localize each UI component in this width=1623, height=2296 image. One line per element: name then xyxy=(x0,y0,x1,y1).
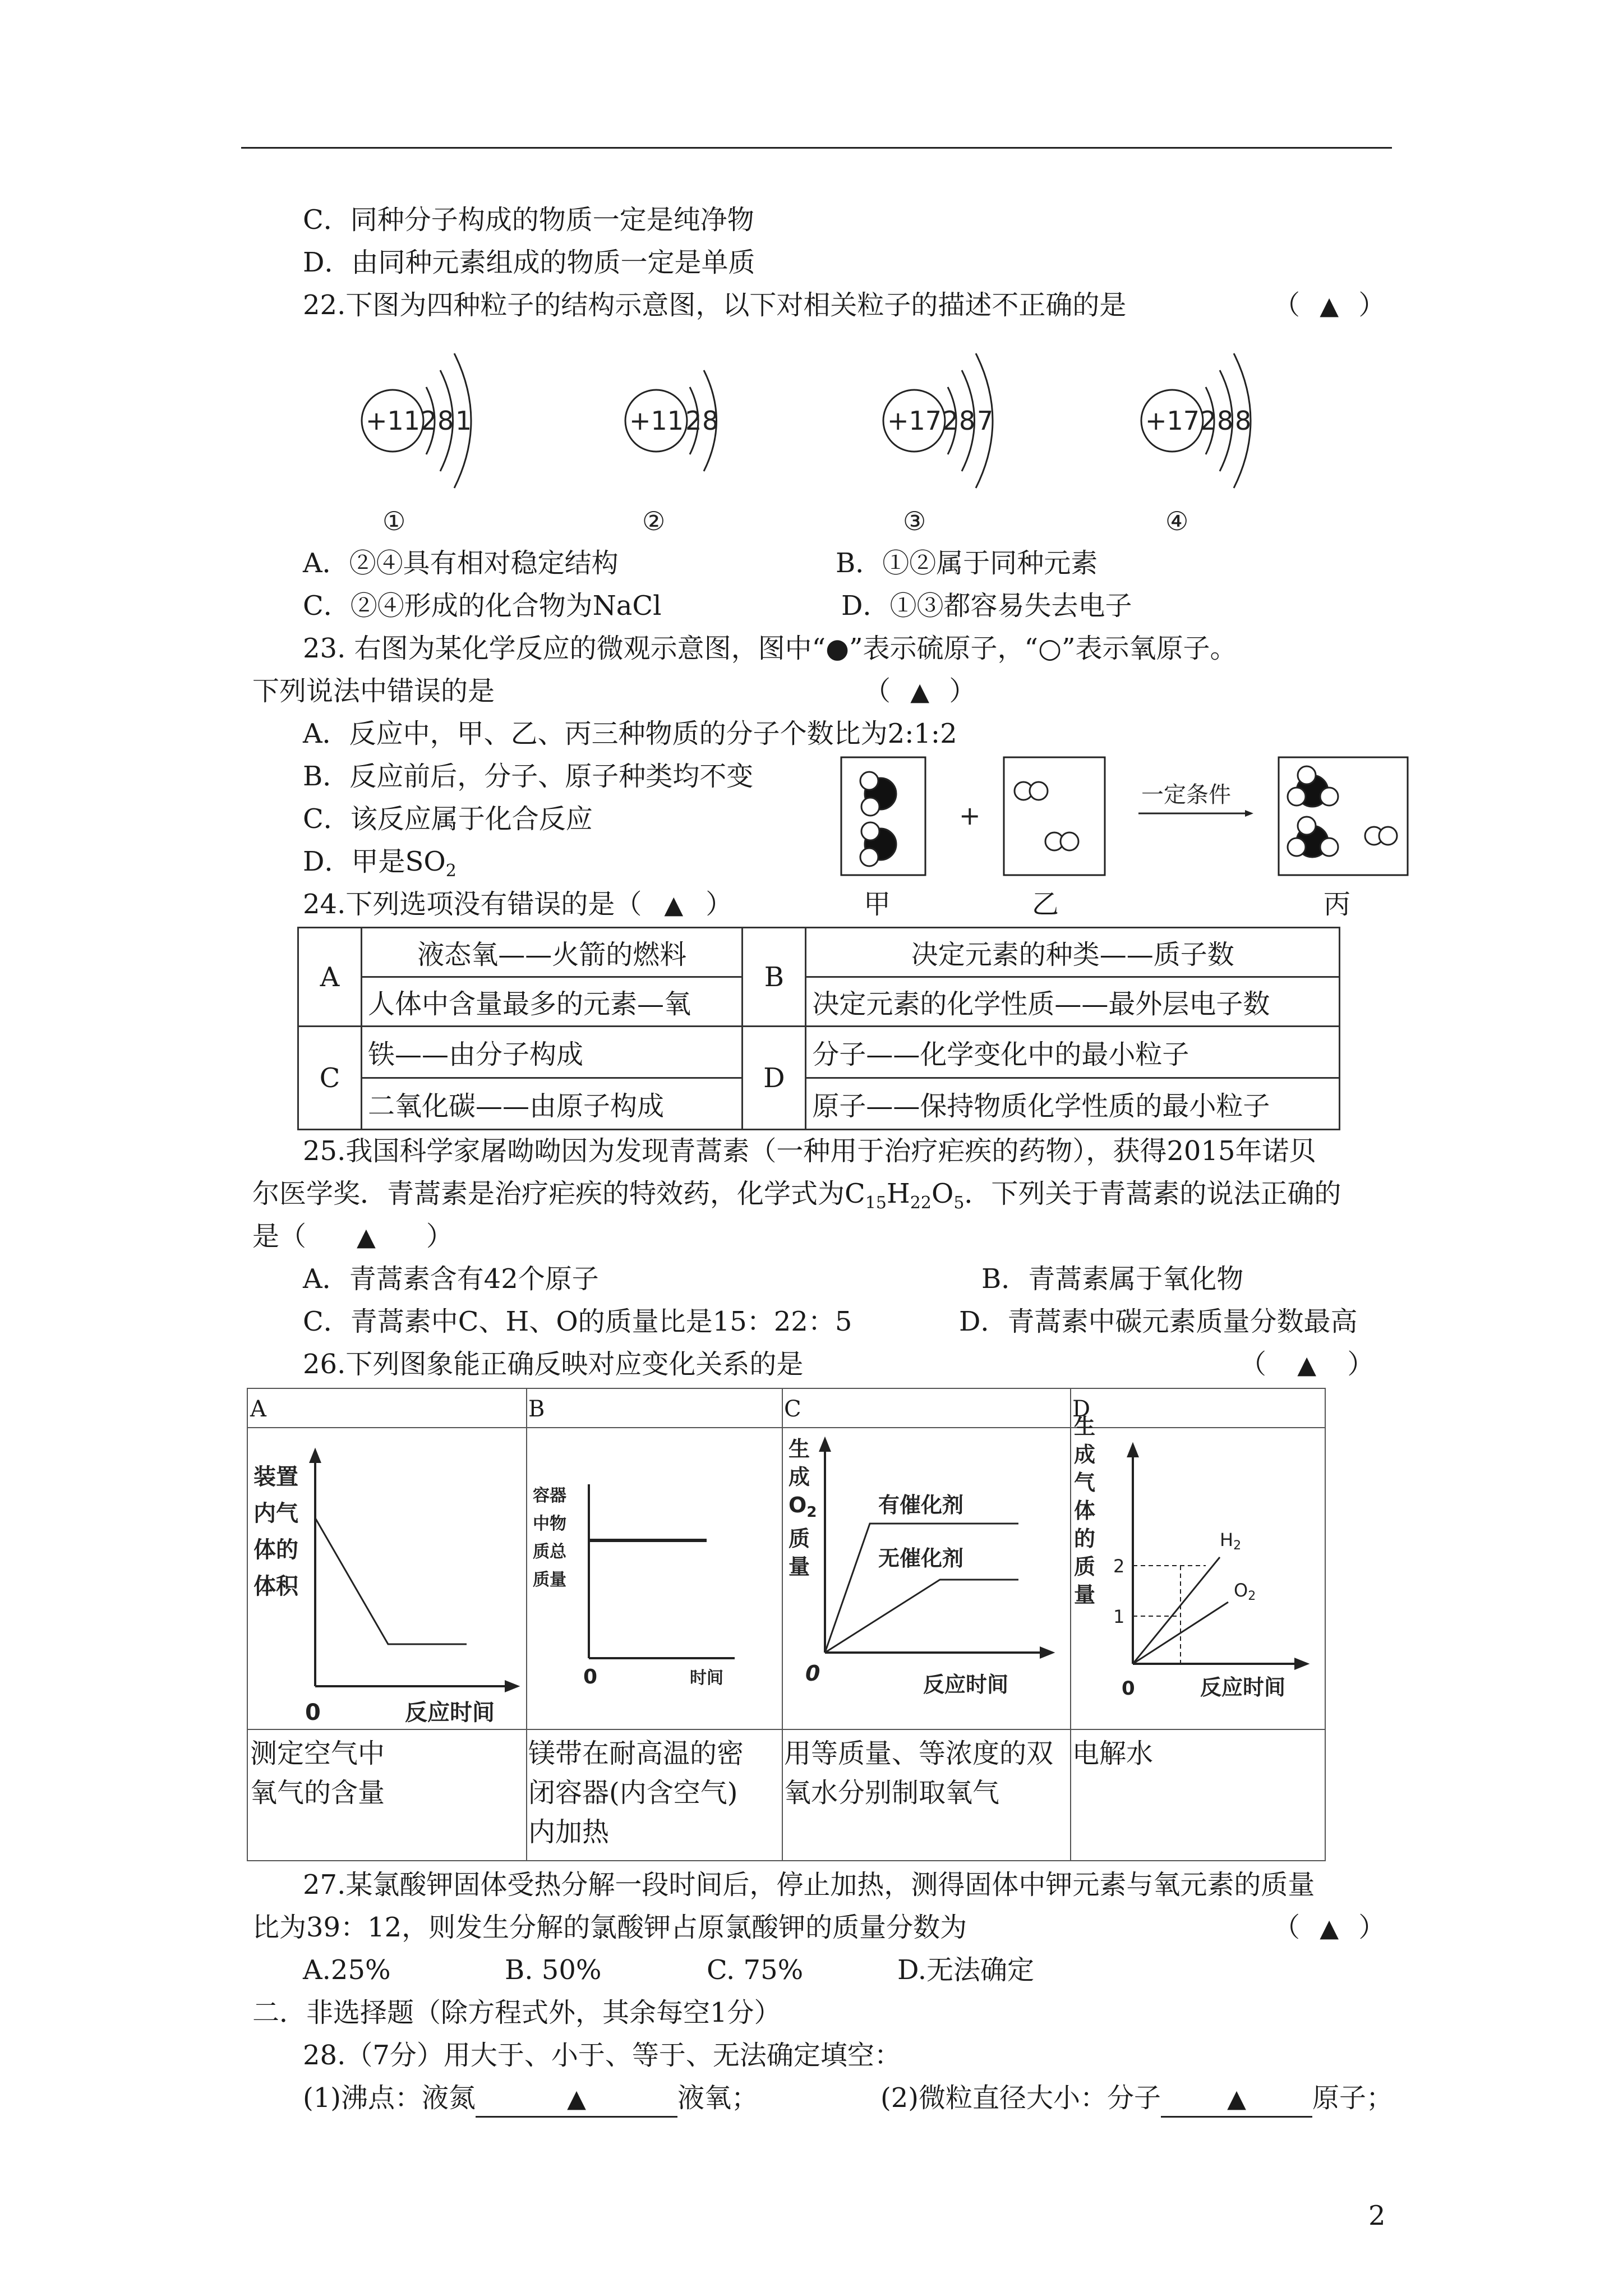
chart-a xyxy=(248,1428,525,1728)
chart-b-ylabel-3: 质总 xyxy=(533,1542,566,1562)
box-label-bing: 丙 xyxy=(1324,889,1351,920)
chart-d-ylabel-6: 质 xyxy=(1074,1554,1096,1579)
q24-stem-text: 24.下列选项没有错误的是（ xyxy=(303,889,642,920)
atom2-label: ② xyxy=(642,506,666,536)
chart-b-xlabel: 时间 xyxy=(690,1668,723,1688)
atom3-shell3: 7 xyxy=(977,406,994,436)
caption-a-line2: 氧气的含量 xyxy=(250,1777,385,1809)
chart-c-ylabel-1: 生 xyxy=(789,1437,810,1461)
q28-part2-tail: 原子； xyxy=(1312,2082,1394,2114)
caption-b-line2: 闭容器(内含空气) xyxy=(528,1777,738,1809)
chart-c-ylabel-2: 成 xyxy=(789,1465,810,1489)
q26-table xyxy=(247,1388,1326,1861)
paren-open: （ xyxy=(864,675,891,707)
chart-d-ylabel-7: 量 xyxy=(1074,1582,1096,1607)
atom2-nucleus: +11 xyxy=(629,406,684,436)
atom1-shell3: 1 xyxy=(455,406,472,436)
page-number: 2 xyxy=(1368,2200,1386,2231)
chart-c-series-catalyst: 有催化剂 xyxy=(878,1493,964,1517)
blank-2[interactable] xyxy=(1161,2081,1312,2118)
paren-close: ） xyxy=(1347,1349,1375,1380)
atom2-shell1: 2 xyxy=(685,406,702,436)
q21-option-c: C．同种分子构成的物质一定是纯净物 xyxy=(303,204,754,236)
chart-a-origin: 0 xyxy=(305,1700,321,1726)
atom2-shell2: 8 xyxy=(702,406,719,436)
chart-d-tick-1: 1 xyxy=(1113,1606,1125,1627)
q23-option-a: A．反应中，甲、乙、丙三种物质的分子个数比为2:1:2 xyxy=(303,718,957,749)
caption-b-line3: 内加热 xyxy=(528,1816,610,1848)
atom1-label: ① xyxy=(382,506,406,536)
paren-open: （ xyxy=(1239,1349,1267,1380)
q24-table xyxy=(297,927,1340,1130)
q23-answer-paren xyxy=(864,674,976,709)
q22-answer-paren xyxy=(1273,288,1385,323)
q23-option-b: B．反应前后，分子、原子种类均不变 xyxy=(303,761,754,792)
q24-cell: 人体中含量最多的元素—氧 xyxy=(362,977,743,1027)
q27-option-c: C. 75% xyxy=(707,1954,804,1986)
paren-open: （ xyxy=(1273,1912,1301,1943)
paren-close: ） xyxy=(426,1221,453,1252)
q24-cell-label-c: C xyxy=(298,1027,362,1130)
q24-cell: 原子——保持物质化学性质的最小粒子 xyxy=(806,1078,1340,1130)
q28-part2 xyxy=(880,2081,1393,2118)
q24-cell: 铁——由分子构成 xyxy=(362,1027,743,1078)
reaction-condition: 一定条件 xyxy=(1141,782,1231,808)
q24-cell: 决定元素的种类——质子数 xyxy=(806,928,1340,977)
atom3-label: ③ xyxy=(903,506,926,536)
chart-d-xlabel: 反应时间 xyxy=(1200,1675,1286,1700)
q27-option-d: D.无法确定 xyxy=(897,1954,1035,1986)
atom4-label: ④ xyxy=(1165,506,1189,536)
q25-text: ．下列关于青蒿素的说法正确的 xyxy=(964,1178,1341,1209)
answer-triangle: ▲ xyxy=(567,2085,586,2113)
box-label-jia: 甲 xyxy=(864,889,891,920)
atom1-shell1: 2 xyxy=(421,406,437,436)
section-2-heading: 二．非选择题（除方程式外，其余每空1分） xyxy=(252,1997,781,2028)
atom4-shell1: 2 xyxy=(1200,406,1217,436)
chart-c-ylabel-5: 量 xyxy=(789,1554,810,1579)
chart-c-xlabel: 反应时间 xyxy=(923,1672,1009,1697)
q26-header-d: D xyxy=(1072,1396,1091,1422)
q26-header-b: B xyxy=(528,1396,545,1422)
q24-cell: 分子——化学变化中的最小粒子 xyxy=(806,1027,1340,1078)
subscript: 15 xyxy=(865,1193,887,1213)
caption-a-line1: 测定空气中 xyxy=(250,1738,385,1769)
caption-c-line2: 氧水分别制取氧气 xyxy=(784,1777,1000,1809)
atom1-shell2: 8 xyxy=(437,406,454,436)
atom1-nucleus: +11 xyxy=(366,406,421,436)
q28-part1-label: (1)沸点：液氮 xyxy=(303,2082,476,2114)
q27-option-b: B. 50% xyxy=(505,1954,602,1986)
q25-option-b: B．青蒿素属于氧化物 xyxy=(981,1263,1244,1295)
q28-part1 xyxy=(303,2081,758,2118)
q24-cell-label-d: D xyxy=(743,1027,806,1130)
q25-option-c: C．青蒿素中C、H、O的质量比是15：22：5 xyxy=(303,1306,852,1337)
chart-d-ylabel-1: 生 xyxy=(1074,1414,1096,1439)
q23-stem-line2: 下列说法中错误的是 xyxy=(252,675,495,707)
chart-a-ylabel-2: 内气 xyxy=(253,1501,298,1526)
answer-triangle: ▲ xyxy=(1320,292,1339,320)
chart-a-xlabel: 反应时间 xyxy=(405,1700,495,1726)
q23-option-d xyxy=(303,845,457,888)
q25-line3 xyxy=(252,1220,453,1254)
q25-line2 xyxy=(252,1177,1341,1220)
q22-option-a: A．②④具有相对稳定结构 xyxy=(303,547,619,579)
chart-b xyxy=(527,1428,781,1728)
q23-option-d-text: D．甲是SO xyxy=(303,846,446,877)
q27-answer-paren xyxy=(1273,1911,1385,1945)
q22-stem: 22.下图为四种粒子的结构示意图，以下对相关粒子的描述不正确的是 xyxy=(303,289,1127,321)
answer-triangle: ▲ xyxy=(1297,1351,1317,1379)
q28-part1-tail: 液氧； xyxy=(677,2082,759,2114)
chart-d-tick-2: 2 xyxy=(1113,1556,1125,1577)
q24-cell-label-a: A xyxy=(298,928,362,1027)
paren-close: ） xyxy=(1358,289,1386,321)
caption-c-line1: 用等质量、等浓度的双 xyxy=(784,1738,1054,1769)
chart-c-series-no-catalyst: 无催化剂 xyxy=(878,1546,964,1571)
q26-stem: 26.下列图象能正确反映对应变化关系的是 xyxy=(303,1349,804,1380)
q22-option-b: B．①②属于同种元素 xyxy=(836,547,1098,579)
q26-row-divider-2 xyxy=(248,1729,1325,1730)
chart-d-series-o2: O2 xyxy=(1234,1580,1256,1603)
answer-triangle: ▲ xyxy=(664,891,684,919)
chart-b-ylabel-4: 质量 xyxy=(533,1570,566,1590)
chart-c-origin: 0 xyxy=(805,1661,820,1686)
chart-c-ylabel-4: 质 xyxy=(789,1526,810,1551)
chart-d-series-h2: H2 xyxy=(1220,1529,1242,1553)
atom3-shell1: 2 xyxy=(942,406,959,436)
q24-cell-label-b: B xyxy=(743,928,806,1027)
reaction-diagram xyxy=(836,752,1413,886)
q27-option-a: A.25% xyxy=(303,1954,391,1986)
chart-d-ylabel-2: 成 xyxy=(1074,1442,1096,1467)
answer-triangle: ▲ xyxy=(1227,2085,1246,2113)
answer-triangle: ▲ xyxy=(357,1223,376,1251)
q25-line1: 25.我国科学家屠呦呦因为发现青蒿素（一种用于治疗疟疾的药物），获得2015年诺贝 xyxy=(303,1135,1316,1167)
q24-cell: 二氧化碳——由原子构成 xyxy=(362,1078,743,1130)
chart-c-ylabel-3: $O_2$ xyxy=(789,1493,817,1521)
paren-open: （ xyxy=(1273,289,1301,321)
q25-text: 是（ xyxy=(252,1221,307,1252)
chart-a-ylabel-3: 体的 xyxy=(253,1537,298,1563)
chart-d-origin: 0 xyxy=(1122,1677,1135,1700)
chart-d-ylabel-4: 体 xyxy=(1074,1498,1096,1523)
paren-close: ） xyxy=(1358,1912,1386,1943)
blank-1[interactable] xyxy=(476,2081,677,2118)
q21-option-d: D．由同种元素组成的物质一定是单质 xyxy=(303,247,755,278)
q26-answer-paren xyxy=(1239,1347,1374,1382)
chart-c xyxy=(783,1428,1069,1728)
q26-header-a: A xyxy=(250,1396,266,1422)
element-o: O xyxy=(931,1178,954,1209)
atom3-nucleus: +17 xyxy=(887,406,942,436)
atom4-nucleus: +17 xyxy=(1145,406,1200,436)
paren-close: ） xyxy=(949,675,976,707)
atom3-shell2: 8 xyxy=(959,406,976,436)
answer-triangle: ▲ xyxy=(910,678,930,706)
chart-a-ylabel-4: 体积 xyxy=(253,1573,298,1599)
caption-b-line1: 镁带在耐高温的密 xyxy=(528,1738,744,1769)
caption-d-line1: 电解水 xyxy=(1072,1738,1154,1769)
atom4-shell2: 8 xyxy=(1217,406,1234,436)
q23-stem-line1: 23. 右图为某化学反应的微观示意图，图中“●”表示硫原子，“○”表示氧原子。 xyxy=(303,633,1237,664)
atom4-shell3: 8 xyxy=(1235,406,1252,436)
q25-option-a: A．青蒿素含有42个原子 xyxy=(303,1263,599,1295)
q28-part2-label: (2)微粒直径大小：分子 xyxy=(880,2082,1161,2114)
q23-option-c: C．该反应属于化合反应 xyxy=(303,803,593,835)
header-rule xyxy=(241,147,1392,149)
q24-stem xyxy=(303,887,732,922)
q25-option-d: D．青蒿素中碳元素质量分数最高 xyxy=(959,1306,1358,1337)
q25-text: 尔医学奖．青蒿素是治疗疟疾的特效药，化学式为C xyxy=(252,1178,865,1209)
chart-d-ylabel-3: 气 xyxy=(1074,1470,1096,1495)
q22-option-c: C．②④形成的化合物为NaCl xyxy=(303,590,662,622)
q24-cell: 液态氧——火箭的燃料 xyxy=(362,928,743,977)
q24-cell: 决定元素的化学性质——最外层电子数 xyxy=(806,977,1340,1027)
chart-d-ylabel-5: 的 xyxy=(1074,1526,1096,1551)
q26-header-c: C xyxy=(784,1396,801,1422)
element-h: H xyxy=(886,1178,910,1209)
paren-close: ） xyxy=(706,889,733,920)
chart-d xyxy=(1071,1411,1324,1728)
subscript: 5 xyxy=(953,1193,965,1213)
q22-option-d: D．①③都容易失去电子 xyxy=(841,590,1132,622)
atom-structure-diagrams xyxy=(336,337,1324,550)
subscript: 2 xyxy=(445,861,457,881)
chart-b-origin: 0 xyxy=(583,1665,598,1688)
chart-b-ylabel-1: 容器 xyxy=(533,1486,566,1506)
box-label-yi: 乙 xyxy=(1032,889,1059,920)
answer-triangle: ▲ xyxy=(1320,1914,1339,1943)
plus-sign: + xyxy=(959,800,981,831)
q27-line2: 比为39：12，则发生分解的氯酸钾占原氯酸钾的质量分数为 xyxy=(252,1912,967,1943)
q28-stem: 28.（7分）用大于、小于、等于、无法确定填空： xyxy=(303,2040,901,2071)
chart-a-ylabel-1: 装置 xyxy=(253,1464,298,1490)
chart-b-ylabel-2: 中物 xyxy=(533,1514,566,1534)
subscript: 22 xyxy=(910,1193,932,1213)
q27-line1: 27.某氯酸钾固体受热分解一段时间后，停止加热，测得固体中钾元素与氧元素的质量 xyxy=(303,1869,1315,1901)
